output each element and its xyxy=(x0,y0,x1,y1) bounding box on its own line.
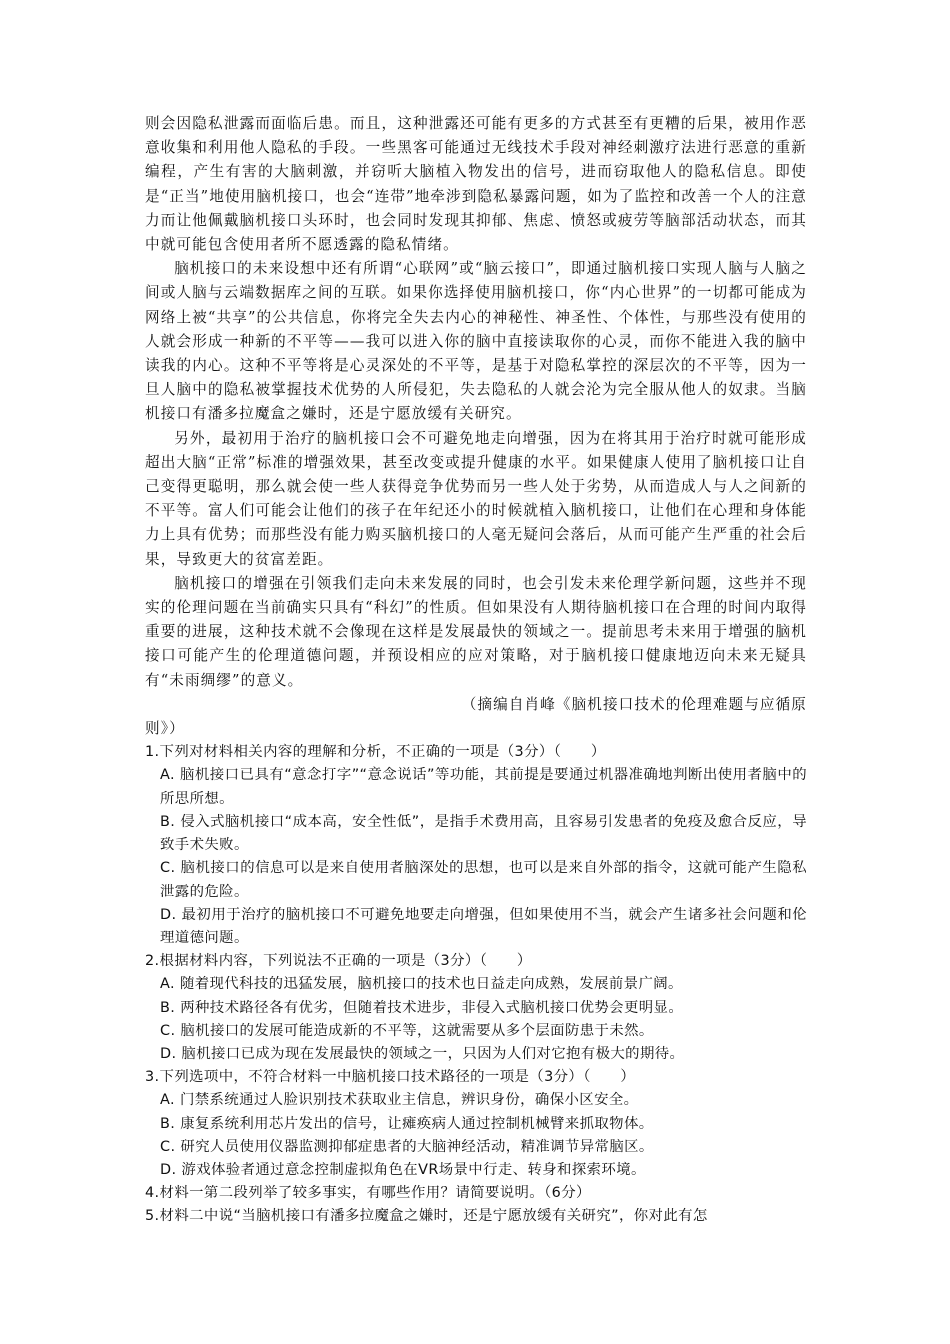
answer-option: C. 研究人员使用仪器监测抑郁症患者的大脑神经活动，精准调节异常脑区。 xyxy=(160,1138,654,1155)
question-item xyxy=(145,741,807,950)
passage-paragraph: 则会因隐私泄露而面临后患。而且，这种泄露还可能有更多的方式甚至有更糟的后果，被用作恶意收集和利用他人隐私的手段。一些黑客可能通过无线技术手段对神经刺激疗法进行恶意的重新编程，产生有害的大脑刺激，并窃听大脑植入物发出的信号，进而窃取他人的隐私信息。即使是“正当”地使用脑机接口，也会“连带”地牵涉到隐私暴露问题，如为了监控和改善一个人的注意力而让他佩戴脑机接口头环时，也会同时发现其抑郁、焦虑、愤怒或疲劳等脑部活动状态，而其中就可能包含使用者所不愿透露的隐私情绪。 xyxy=(145,115,807,254)
question-stem: 5.材料二中说“当脑机接口有潘多拉魔盒之嫌时，还是宁愿放缓有关研究”，你对此有怎 xyxy=(145,1208,708,1225)
exam-page xyxy=(145,112,807,1229)
answer-option: C. 脑机接口的发展可能造成新的不平等，这就需要从多个层面防患于未然。 xyxy=(160,1022,654,1039)
passage-paragraph: 脑机接口的增强在引领我们走向未来发展的同时，也会引发未来伦理学新问题，这些并不现实的伦理问题在当前确实只具有“科幻”的性质。但如果没有人期待脑机接口在合理的时间内取得重要的进展，这种技术就不会像现在这样是发展最快的领域之一。提前思考未来用于增强的脑机接口可能产生的伦理道德问题，并预设相应的应对策略，对于脑机接口健康地迈向未来无疑具有“未雨绸缪”的意义。 xyxy=(145,574,807,689)
answer-option: D. 游戏体验者通过意念控制虚拟角色在VR场景中行走、转身和探索环境。 xyxy=(160,1161,646,1178)
passage-paragraph: 脑机接口的未来设想中还有所谓“心联网”或“脑云接口”，即通过脑机接口实现人脑与人脑之间或人脑与云端数据库之间的互联。如果你选择使用脑机接口，你“内心世界”的一切都可能成为网络上被“共享”的公共信息，你将完全失去内心的神秘性、神圣性、个体性，与那些没有使用的人就会形成一种新的不平等——我可以进入你的脑中直接读取你的心灵，而你不能进入我的脑中读我的内心。这种不平等将是心灵深处的不平等，是基于对隐私掌控的深层次的不平等，因为一旦人脑中的隐私被掌握技术优势的人所侵犯，失去隐私的人就会沦为完全服从他人的奴隶。当脑机接口有潘多拉魔盒之嫌时，还是宁愿放缓有关研究。 xyxy=(145,260,807,423)
question-stem: 4.材料一第二段列举了较多事实，有哪些作用？请简要说明。（6分） xyxy=(145,1185,591,1202)
answer-option: B. 康复系统利用芯片发出的信号，让瘫痪病人通过控制机械臂来抓取物体。 xyxy=(160,1115,654,1132)
answer-option: A. 脑机接口已具有“意念打字”“意念说话”等功能，其前提是要通过机器准确地判断出使用者脑中的所思所想。 xyxy=(160,767,807,807)
answer-option: A. 门禁系统通过人脸识别技术获取业主信息，辨识身份，确保小区安全。 xyxy=(160,1092,639,1109)
question-stem: 1.下列对材料相关内容的理解和分析，不正确的一项是（3分）（ ） xyxy=(145,744,606,761)
answer-option: D. 最初用于治疗的脑机接口不可避免地要走向增强，但如果使用不当，就会产生诸多社会问题和伦理道德问题。 xyxy=(160,906,807,946)
answer-option: B. 两种技术路径各有优劣，但随着技术进步，非侵入式脑机接口优势会更明显。 xyxy=(160,999,684,1016)
source-citation xyxy=(145,693,807,741)
question-stem: 2.根据材料内容，下列说法不正确的一项是（3分）（ ） xyxy=(145,953,532,970)
question-list xyxy=(145,741,807,1228)
reading-passage xyxy=(145,112,807,693)
source-citation-line: （摘编自肖峰《脑机接口技术的伦理难题与应循原 xyxy=(461,695,807,713)
answer-option: A. 随着现代科技的迅猛发展，脑机接口的技术也日益走向成熟，发展前景广阔。 xyxy=(160,976,683,993)
question-item xyxy=(145,1066,807,1182)
source-citation-line: 则》） xyxy=(145,720,185,738)
answer-option: D. 脑机接口已成为现在发展最快的领域之一，只因为人们对它抱有极大的期待。 xyxy=(160,1045,685,1062)
question-stem: 3.下列选项中，不符合材料一中脑机接口技术路径的一项是（3分）（ ） xyxy=(145,1069,636,1086)
question-item xyxy=(145,1205,807,1228)
question-item xyxy=(145,1182,807,1205)
answer-option: B. 侵入式脑机接口“成本高，安全性低”，是指手术费用高，且容易引发患者的免疫及愈合反应，导致手术失败。 xyxy=(160,813,807,854)
question-item xyxy=(145,950,807,1066)
answer-option: C. 脑机接口的信息可以是来自使用者脑深处的思想，也可以是来自外部的指令，这就可能产生隐私泄露的危险。 xyxy=(160,860,807,900)
passage-paragraph: 另外，最初用于治疗的脑机接口会不可避免地走向增强，因为在将其用于治疗时就可能形成超出大脑“正常”标准的增强效果，甚至改变或提升健康的水平。如果健康人使用了脑机接口让自己变得更聪明，那么就会使一些人获得竞争优势而另一些人处于劣势，从而造成人与人之间新的不平等。富人们可能会让他们的孩子在年纪还小的时候就植入脑机接口，让他们在心理和身体能力上具有优势；而那些没有能力购买脑机接口的人毫无疑问会落后，从而可能产生严重的社会后果，导致更大的贫富差距。 xyxy=(145,429,807,568)
